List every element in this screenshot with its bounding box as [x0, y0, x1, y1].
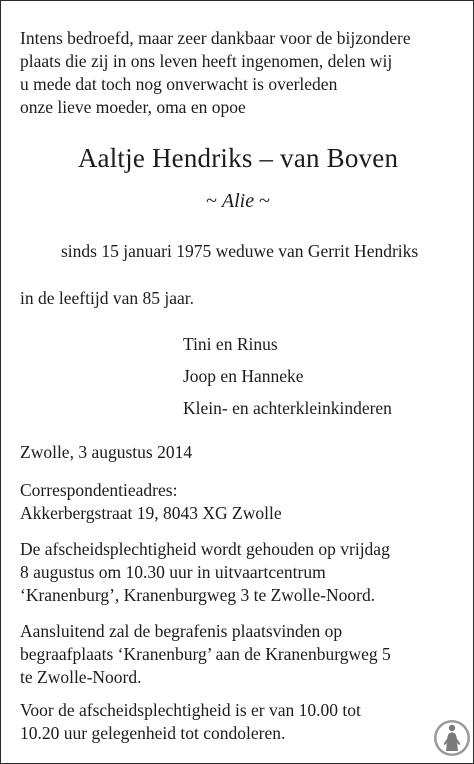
correspondence-label: Correspondentieadres: — [20, 480, 178, 500]
farewell-line-3: ‘Kranenburg’, Kranenburgweg 3 te Zwolle-Noord. — [20, 585, 376, 605]
correspondence-address: Akkerbergstraat 19, 8043 XG Zwolle — [20, 503, 282, 523]
place-date: Zwolle, 3 augustus 2014 — [20, 442, 193, 462]
burial-line-2: begraafplaats ‘Kranenburg’ aan de Kranenburgweg 5 — [20, 644, 391, 664]
farewell-line-1: De afscheidsplechtigheid wordt gehouden op vrijdag — [20, 539, 390, 559]
family-member-2: Joop en Hanneke — [183, 366, 304, 386]
farewell-line-2: 8 augustus om 10.30 uur in uitvaartcentrum — [20, 562, 326, 582]
intro-line-4: onze lieve moeder, oma en opoe — [20, 97, 246, 117]
burial-line-1: Aansluitend zal de begrafenis plaatsvinden op — [20, 621, 343, 641]
age-line: in de leeftijd van 85 jaar. — [20, 288, 194, 308]
deceased-nickname — [1, 189, 474, 213]
widow-line: sinds 15 januari 1975 weduwe van Gerrit Hendriks — [61, 241, 419, 261]
tilde-left: ~ — [206, 190, 217, 212]
intro-line-2: plaats die zij in ons leven heeft ingenomen, delen wij — [20, 51, 393, 71]
condolence-line-2: 10.20 uur gelegenheid tot condoleren. — [20, 723, 286, 743]
family-member-3: Klein- en achterkleinkinderen — [183, 398, 392, 418]
nickname-text: Alie — [221, 190, 255, 212]
condolence-line-1: Voor de afscheidsplechtigheid is er van 10.00 tot — [20, 700, 361, 720]
deceased-name: Aaltje Hendriks – van Boven — [77, 143, 399, 173]
tilde-right: ~ — [259, 190, 270, 212]
burial-line-3: te Zwolle-Noord. — [20, 667, 142, 687]
mourning-figure-icon — [433, 717, 471, 759]
intro-line-1: Intens bedroefd, maar zeer dankbaar voor de bijzondere — [20, 28, 411, 48]
intro-line-3: u mede dat toch nog onverwacht is overleden — [20, 74, 338, 94]
family-member-1: Tini en Rinus — [183, 334, 278, 354]
